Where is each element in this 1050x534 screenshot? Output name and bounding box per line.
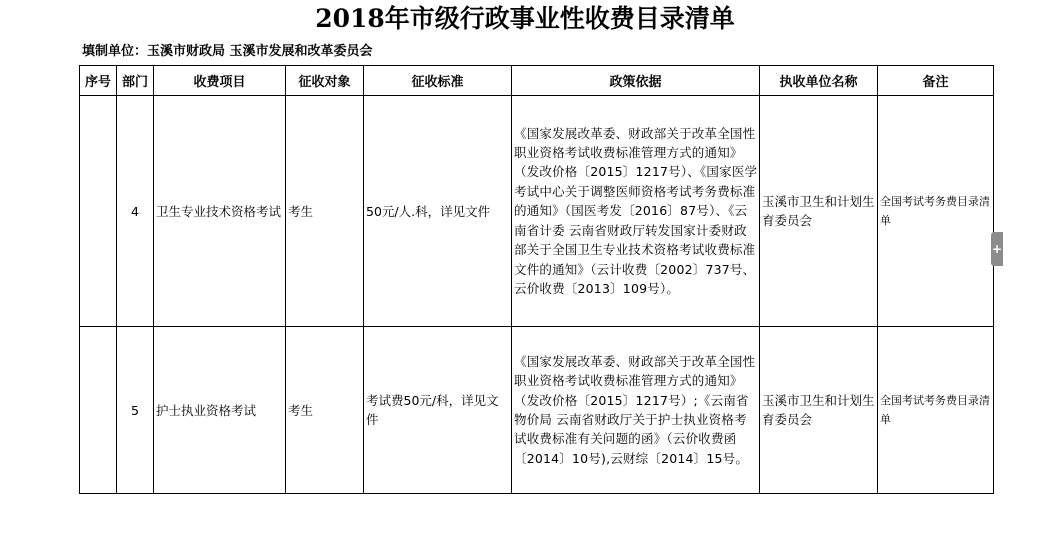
cell-seq	[80, 327, 117, 494]
table-header-row	[80, 66, 994, 96]
compiling-unit: 填制单位：玉溪市财政局 玉溪市发展和改革委员会	[82, 44, 373, 59]
cell-standard: 50元/人.科，详见文件	[364, 96, 512, 327]
page-title: 2018年市级行政事业性收费目录清单	[315, 4, 735, 33]
cell-note: 全国考试考务费目录清单	[878, 327, 994, 494]
cell-target: 考生	[286, 96, 364, 327]
header-dept: 部门	[117, 66, 154, 96]
header-item: 收费项目	[154, 66, 286, 96]
header-basis: 政策依据	[512, 66, 760, 96]
table-row	[80, 327, 994, 494]
cell-standard: 考试费50元/科，详见文件	[364, 327, 512, 494]
header-note: 备注	[878, 66, 994, 96]
cell-note: 全国考试考务费目录清单	[878, 96, 994, 327]
header-seq: 序号	[80, 66, 117, 96]
fee-catalog-table	[79, 65, 994, 494]
cell-agency: 玉溪市卫生和计划生育委员会	[760, 327, 878, 494]
expand-side-tab-plus-icon[interactable]: +	[991, 232, 1003, 266]
cell-target: 考生	[286, 327, 364, 494]
header-agency: 执收单位名称	[760, 66, 878, 96]
header-target: 征收对象	[286, 66, 364, 96]
cell-seq	[80, 96, 117, 327]
cell-dept: 5	[117, 327, 154, 494]
cell-basis: 《国家发展改革委、财政部关于改革全国性职业资格考试收费标准管理方式的通知》（发改价格〔2015〕1217号）;《云南省物价局 云南省财政厅关于护士执业资格考试收费标准有关问题的函》（云价收费函〔2014〕10号),云财综〔2014〕15号。	[512, 327, 760, 494]
cell-dept: 4	[117, 96, 154, 327]
table-row	[80, 96, 994, 327]
cell-agency: 玉溪市卫生和计划生育委员会	[760, 96, 878, 327]
cell-item: 护士执业资格考试	[154, 327, 286, 494]
header-standard: 征收标准	[364, 66, 512, 96]
cell-item: 卫生专业技术资格考试	[154, 96, 286, 327]
cell-basis: 《国家发展改革委、财政部关于改革全国性职业资格考试收费标准管理方式的通知》（发改价格〔2015〕1217号）、《国家医学考试中心关于调整医师资格考试考务费标准的通知》（国医考发〔2016〕87号）、《云南省计委 云南省财政厅转发国家计委财政部关于全国卫生专业技术资格考试收费标准文件的通知》（云计收费〔2002〕737号、云价收费〔2013〕109号）。	[512, 96, 760, 327]
